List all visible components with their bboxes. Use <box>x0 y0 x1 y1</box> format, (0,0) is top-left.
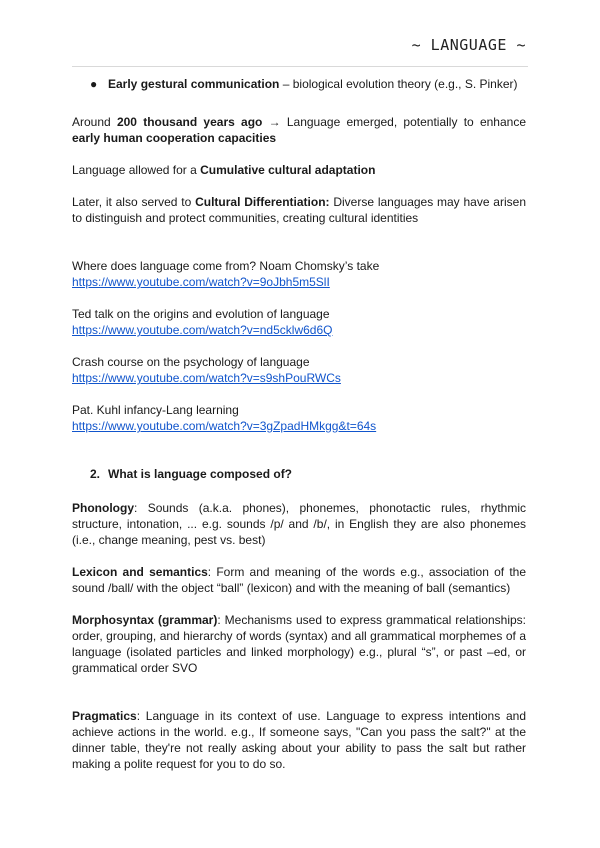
link-label: Pat. Kuhl infancy-Lang learning <box>72 403 239 417</box>
bullet-bold: Early gestural communication <box>108 77 280 91</box>
paragraph-phonology <box>72 500 526 548</box>
bold-fragment: Cumulative cultural adaptation <box>200 163 376 177</box>
term-pragmatics: Pragmatics <box>72 709 137 723</box>
video-link[interactable]: https://www.youtube.com/watch?v=9oJbh5m5SlI <box>72 275 330 289</box>
paragraph-pragmatics <box>72 708 526 772</box>
bold-fragment: early human cooperation capacities <box>72 131 277 145</box>
video-link[interactable]: https://www.youtube.com/watch?v=3gZpadHMkgg&t=64s <box>72 419 377 433</box>
term-morphosyntax: Morphosyntax (grammar) <box>72 613 218 627</box>
text-fragment: Diverse languages may have arisen to distinguish and protect communities, creating cultural identities <box>72 195 526 225</box>
definition-text: : Mechanisms used to express grammatical relationships: order, grouping, and hierarchy of words (syntax) and all grammatical morphemes of a language (isolated particles and linked morphology) e.g., plural “s”, or past –ed, or grammatical order SVO <box>72 613 526 675</box>
bullet-rest: – biological evolution theory (e.g., S. Pinker) <box>279 77 518 91</box>
link-label: Ted talk on the origins and evolution of language <box>72 307 330 321</box>
bold-fragment: Cultural Differentiation: <box>195 195 330 209</box>
paragraph-differentiation <box>72 194 526 226</box>
text-fragment: Language allowed for a <box>72 163 201 177</box>
text-fragment: Around <box>72 115 117 129</box>
link-label: Crash course on the psychology of language <box>72 355 310 369</box>
definition-text: : Language in its context of use. Language to express intentions and achieve actions in the world. e.g., If someone says, "Can you pass the salt?" at the dinner table, they're not really asking about your ability to pass the salt but rather making a polite request for you to do so. <box>72 709 526 771</box>
link-label: Where does language come from? Noam Chomsky’s take <box>72 259 380 273</box>
text-fragment: → Language emerged, potentially to enhance <box>262 115 526 129</box>
section-title: What is language composed of? <box>108 467 293 481</box>
bullet-item-gestural <box>72 76 526 92</box>
section-heading <box>72 466 526 482</box>
video-link[interactable]: https://www.youtube.com/watch?v=s9shPouRWCs <box>72 371 341 385</box>
text-fragment: Later, it also served to <box>72 195 196 209</box>
definition-text: : Form and meaning of the words e.g., association of the sound /ball/ with the object “ball” (lexicon) and with the meaning of ball (semantics) <box>72 565 527 595</box>
definition-text: : Sounds (a.k.a. phones), phonemes, phonotactic rules, rhythmic structure, intonation, ... e.g. sounds /p/ and /b/, in English they are also phonemes (i.e., change meaning, pest vs. best) <box>72 501 526 547</box>
bullet-icon: ● <box>90 77 98 91</box>
header-divider <box>72 66 528 67</box>
section-number: 2. <box>90 467 101 481</box>
document-body <box>72 76 526 772</box>
paragraph-cumulative <box>72 162 526 178</box>
term-lexicon: Lexicon and semantics <box>72 565 208 579</box>
bold-fragment: 200 thousand years ago <box>116 115 263 129</box>
paragraph-morphosyntax <box>72 612 526 676</box>
bullet-text <box>90 76 518 92</box>
paragraph-lexicon <box>72 564 526 596</box>
term-phonology: Phonology <box>72 501 134 515</box>
video-link[interactable]: https://www.youtube.com/watch?v=nd5cklw6d6Q <box>72 323 333 337</box>
page-header-title: ~ LANGUAGE ~ <box>411 36 526 54</box>
paragraph-origin <box>72 114 526 146</box>
